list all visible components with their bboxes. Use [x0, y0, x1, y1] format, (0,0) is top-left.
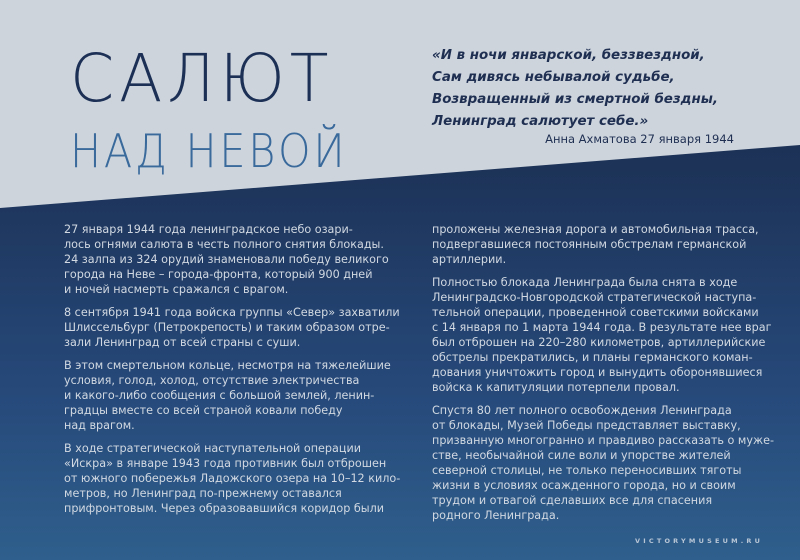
paragraph	[432, 222, 762, 267]
text-line: 24 залпа из 324 орудий знаменовали победу великого	[64, 253, 389, 266]
text-line: от южного побережья Ладожского озера на 10–12 кило-	[64, 472, 401, 485]
epigraph-quote	[432, 45, 762, 133]
paragraph	[432, 403, 774, 523]
paragraph	[64, 222, 394, 297]
text-line: прифронтовым. Через образовавшийся коридор были	[64, 502, 385, 515]
text-line: 27 января 1944 года ленинградское небо озари-	[64, 223, 353, 236]
text-line: был отброшен на 220–280 километров, артиллерийские	[432, 336, 766, 349]
text-line: войска к капитуляции потерпели провал.	[432, 381, 680, 394]
text-line: и какого-либо сообщения с большой землей, ленин-	[64, 389, 375, 402]
quote-line: Сам дивясь небывалой судьбе,	[432, 70, 675, 85]
text-line: северной столицы, не только переносивших тяготы	[432, 464, 742, 477]
text-line: тельной операции, проведенной советскими войсками	[432, 306, 759, 319]
quote-author: Анна Ахматова 27 января 1944	[545, 132, 734, 146]
page-title: САЛЮТ	[70, 40, 334, 117]
quote-line: Ленинград салютует себе.»	[432, 114, 649, 129]
text-line: В этом смертельном кольце, несмотря на тяжелейшие	[64, 359, 391, 372]
body-column-right	[432, 222, 774, 531]
text-line: В ходе стратегической наступательной операции	[64, 442, 362, 455]
text-line: Шлиссельбург (Петрокрепость) и таким образом отре-	[64, 321, 390, 334]
text-line: и ночей насмерть сражался с врагом.	[64, 283, 289, 296]
text-line: артиллерии.	[432, 253, 507, 266]
text-line: города на Неве – города-фронта, который 900 дней	[64, 268, 373, 281]
text-line: жизни в условиях осажденного города, но и своим	[432, 479, 736, 492]
body-column-left	[64, 222, 401, 524]
text-line: Ленинградско-Новгородской стратегической наступа-	[432, 291, 757, 304]
text-line: обстрелы прекратились, и планы германского коман-	[432, 351, 753, 364]
website-url: VICTORYMUSEUM.RU	[635, 537, 764, 545]
text-line: над врагом.	[64, 419, 135, 432]
quote-line: «И в ночи январской, беззвездной,	[432, 48, 705, 63]
text-line: дования уничтожить город и вынудить оборонявшиеся	[432, 366, 763, 379]
text-line: градцы вместе со всей страной ковали победу	[64, 404, 343, 417]
text-line: Полностью блокада Ленинграда была снята в ходе	[432, 276, 738, 289]
page-subtitle: НАД НЕВОЙ	[70, 124, 348, 178]
text-line: зали Ленинград от всей страны с суши.	[64, 336, 301, 349]
text-line: лось огнями салюта в честь полного снятия блокады.	[64, 238, 384, 251]
text-line: проложены железная дорога и автомобильная трасса,	[432, 223, 759, 236]
paragraph	[64, 441, 401, 516]
paragraph	[64, 358, 394, 433]
text-line: призванную многогранно и правдиво рассказать о муже-	[432, 434, 774, 447]
quote-line: Возвращенный из смертной бездны,	[432, 92, 718, 107]
text-line: Спустя 80 лет полного освобождения Ленинграда	[432, 404, 732, 417]
text-line: 8 сентября 1941 года войска группы «Север» захватили	[64, 306, 400, 319]
text-line: трудом и отвагой сделавших все для спасения	[432, 494, 713, 507]
paragraph	[64, 305, 400, 350]
text-line: с 14 января по 1 марта 1944 года. В результате нее враг	[432, 321, 772, 334]
text-line: условия, голод, холод, отсутствие электричества	[64, 374, 360, 387]
text-line: метров, но Ленинград по-прежнему оставался	[64, 487, 342, 500]
text-line: родного Ленинграда.	[432, 509, 560, 522]
text-line: подвергавшиеся постоянным обстрелам германской	[432, 238, 747, 251]
paragraph	[432, 275, 772, 395]
text-line: от блокады, Музей Победы представляет выставку,	[432, 419, 741, 432]
text-line: стве, необычайной силе воли и упорстве жителей	[432, 449, 731, 462]
text-line: «Искра» в январе 1943 года противник был отброшен	[64, 457, 387, 470]
